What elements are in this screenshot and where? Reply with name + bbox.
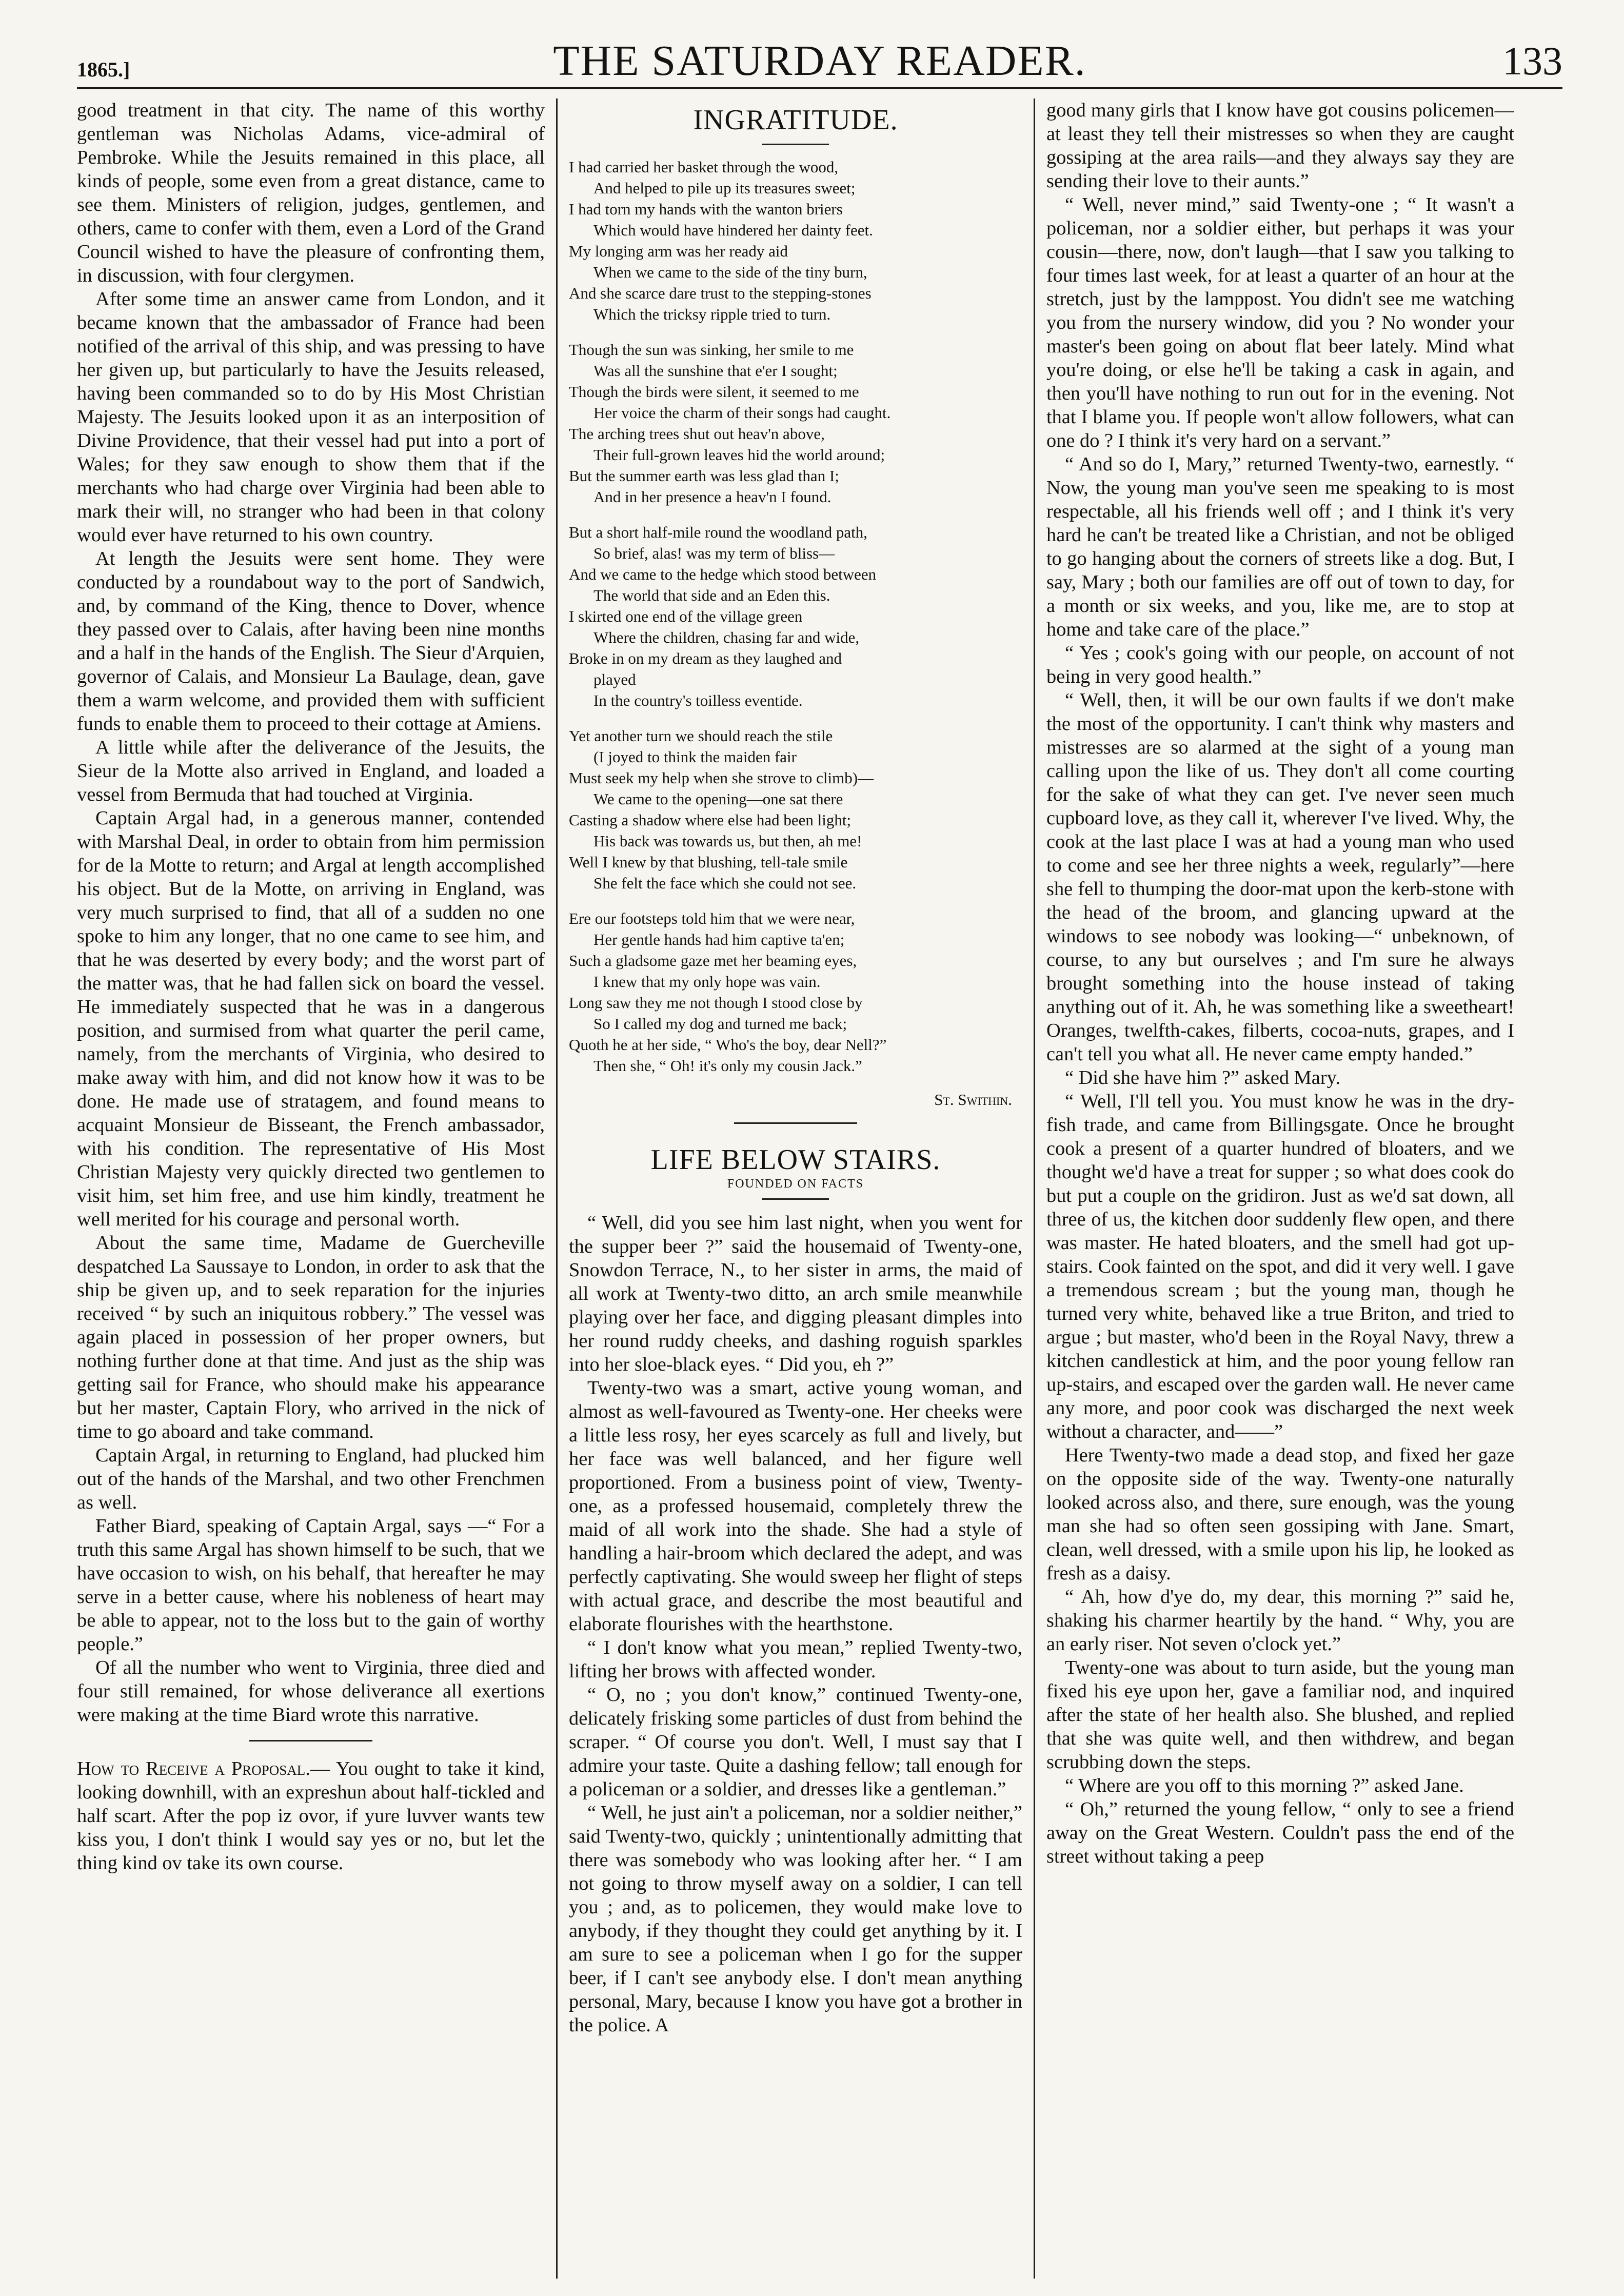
article-body — [569, 1211, 1022, 2037]
poem-line: Casting a shadow where else had been light; — [569, 811, 851, 829]
issue-date: 1865.] — [77, 58, 130, 81]
article-title: LIFE BELOW STAIRS. — [650, 1144, 941, 1176]
poem-line: When we came to the side of the tiny burn, — [593, 263, 867, 281]
paragraph: About the same time, Madame de Guercheville despatched La Saussaye to London, in order to ask that the ship be given up, and to seek reparation for the injuries received “ by such an iniquitous robbery.” The vessel was again placed in possession of her proper owners, but nothing further done at that time. And just as the ship was getting sail for France, who should make his appearance but her master, Captain Flory, who arrived in the nick of time to go aboard and take command. — [77, 1232, 545, 1442]
poem-line: In the country's toilless eventide. — [593, 691, 803, 709]
poem-line: So I called my dog and turned me back; — [593, 1015, 847, 1033]
paragraph: Of all the number who went to Virginia, three died and four still remained, for whose deliverance all exertions were making at the time Biard wrote this narrative. — [77, 1657, 545, 1726]
poem-stanza — [569, 522, 1022, 711]
poem-stanza — [569, 339, 1022, 507]
paragraph: “ Well, then, it will be our own faults if we don't make the most of the opportunity. I can't think why masters and mistresses are so alarmed at the sight of a young man calling upon the like of us. They don't all come courting for the sake of what they can get. I've never seen much cupboard love, as they call it, wherever I've lived. Why, the cook at the last place I was at had a young man who used to come and see her three nights a week, regularly”—here she fell to thumping the door-mat upon the kerb-stone with the head of the broom, and glancing upward at the windows to see nobody was looking—“ unbeknown, of course, to any but ourselves ; and I'm sure he always brought something into the house instead of taking anything out of it. Ah, he was something like a sweetheart! Oranges, twelfth-cakes, filberts, cocoa-nuts, grapes, and I can't tell you what all. He never came empty handed.” — [1046, 689, 1514, 1065]
page-header — [77, 31, 1562, 89]
poem-line: Must seek my help when she strove to climb)— — [569, 769, 874, 787]
poem-line: Ere our footsteps told him that we were near, — [569, 909, 855, 927]
poem-stanza — [569, 908, 1022, 1076]
poem-line: I skirted one end of the village green — [569, 607, 803, 625]
poem-line: Then she, “ Oh! it's only my cousin Jack.” — [593, 1057, 862, 1075]
poem-line: Which the tricksy ripple tried to turn. — [593, 305, 831, 323]
poem-line: I knew that my only hope was vain. — [593, 973, 821, 991]
paragraph: “ Oh,” returned the young fellow, “ only to see a friend away on the Great Western. Couldn't pass the end of the street without taking a peep — [1046, 1798, 1514, 1867]
paragraph: A little while after the deliverance of the Jesuits, the Sieur de la Motte also arrived in England, and loaded a vessel from Bermuda that had touched at Virginia. — [77, 737, 545, 805]
poem-line: Where the children, chasing far and wide, — [593, 628, 860, 646]
proposal-paragraph — [77, 1757, 545, 1875]
paragraph: Father Biard, speaking of Captain Argal, says —“ For a truth this same Argal has shown himself to be such, that we have occasion to wish, on his behalf, that hereafter he may serve in a better cause, where his nobleness of heart may be able to appear, not to the loss but to the gain of worthy people.” — [77, 1515, 545, 1655]
paragraph: “ Where are you off to this morning ?” asked Jane. — [1065, 1775, 1464, 1796]
paragraph: “ Well, I'll tell you. You must know he was in the dry-fish trade, and came from Billingsgate. Once he brought cook a present of a quarter hundred of bloaters, and we thought we'd have a treat for supper ; so what does cook do but put a couple on the gridiron. Just as we'd sat down, all three of us, the kitchen door suddenly flew open, and there was master. He hated bloaters, and the smell had got up-stairs. Cook fainted on the spot, and did it very well. I gave a tremendous scream ; but the young man, though he turned very white, behaved like a true Briton, and tried to argue ; but master, who'd been in the Royal Navy, threw a kitchen candlestick at him, and the poor young fellow ran up-stairs, and escaped over the garden wall. He never came any more, and poor cook was discharged the next week without a character, and——” — [1046, 1091, 1514, 1442]
jesuits-narrative — [77, 98, 545, 1727]
proposal-item — [77, 1757, 545, 1875]
poem-line: (I joyed to think the maiden fair — [593, 748, 797, 766]
paragraph: “ Yes ; cook's going with our people, on account of not being in very good health.” — [1046, 642, 1514, 687]
poem-line: And in her presence a heav'n I found. — [593, 488, 831, 506]
masthead-title: THE SATURDAY READER. — [553, 37, 1086, 85]
title-rule — [762, 144, 829, 145]
paragraph: good treatment in that city. The name of this worthy gentleman was Nicholas Adams, vice-admiral of Pembroke. While the Jesuits remained in this place, all kinds of people, some even from a great distance, came to see them. Ministers of religion, judges, gentlemen, and others, came to confer with them, even a Lord of the Grand Council wished to have the pleasure of confronting them, in discussion, with four clergymen. — [77, 100, 545, 286]
column-3 — [1035, 98, 1514, 2279]
paragraph: After some time an answer came from London, and it became known that the ambassador of France had been notified of the arrival of this ship, and was pressing to have her given up, but particularly to have the Jesuits released, having been commanded so to do by His Most Christian Majesty. The Jesuits looked upon it as an interposition of Divine Providence, that their vessel had put into a port of Wales; for they saw enough to show them that if the merchants who had charge over Virginia had been able to mark their will, no stranger who had been in that colony would ever have returned to his own country. — [77, 288, 545, 546]
poem-line: Yet another turn we should reach the stile — [569, 727, 833, 745]
poem-line: Which would have hindered her dainty feet. — [593, 221, 873, 239]
page-number: 133 — [1502, 38, 1562, 83]
poem-line: Their full-grown leaves hid the world around; — [593, 446, 885, 464]
paragraph: Here Twenty-two made a dead stop, and fixed her gaze on the opposite side of the way. Twenty-one naturally looked across also, and there, sure enough, was the young man she had so often seen gossiping with Jane. Smart, clean, well dressed, with a smile upon his lip, he looked as fresh as a daisy. — [1046, 1444, 1514, 1584]
article-continuation — [1046, 98, 1514, 1868]
poem-line: The arching trees shut out heav'n above, — [569, 425, 825, 443]
poem-line: The world that side and an Eden this. — [593, 586, 830, 604]
poem-line: Though the birds were silent, it seemed to me — [569, 383, 859, 401]
poem-line: Her voice the charm of their songs had caught. — [593, 404, 891, 422]
poem-line: Was all the sunshine that e'er I sought; — [593, 362, 838, 380]
paragraph: “ Well, never mind,” said Twenty-one ; “ It wasn't a policeman, nor a soldier either, but perhaps it was your cousin—there, now, don't laugh—that I saw you talking to four times last week, for at least a quarter of an hour at the stretch, just by the lamppost. You didn't see me watching you from the nursery window, did you ? No wonder your master's been going on about flat beer lately. Mind what you're doing, or else he'll be taking a cask in again, and then you'll have nothing to run out for in the evening. Not that I blame you. If people won't allow followers, what can one do ? I think it's very hard on a servant.” — [1046, 194, 1514, 451]
poem-stanza — [569, 725, 1022, 894]
paragraph: Twenty-one was about to turn aside, but the young man fixed his eye upon her, gave a familiar nod, and inquired after the state of her health also. She blushed, and replied that she was quite well, and then withdrew, and began scrubbing down the steps. — [1046, 1657, 1514, 1773]
poem-line: Long saw they me not though I stood close by — [569, 994, 863, 1012]
paragraph: “ Did she have him ?” asked Mary. — [1065, 1067, 1340, 1088]
paragraph: “ And so do I, Mary,” returned Twenty-two, earnestly. “ Now, the young man you've seen me speaking to is most respectable, all his friends well off ; and I think it's very hard he can't be treated like a Christian, and not be obliged to go hanging about the corners of streets like a dog. But, I say, Mary ; both our families are off out of town to day, for a month or six weeks, and you, like me, are to stop at home and take care of the place.” — [1046, 453, 1514, 640]
poem-signature: St. Swithin. — [934, 1091, 1012, 1109]
poem-line: We came to the opening—one sat there — [593, 790, 843, 808]
poem-line: Quoth he at her side, “ Who's the boy, dear Nell?” — [569, 1036, 887, 1054]
poem-title: INGRATITUDE. — [693, 104, 898, 136]
poem-line: But the summer earth was less glad than I; — [569, 467, 839, 485]
poem-line: played — [593, 670, 636, 688]
poem-line: I had torn my hands with the wanton briers — [569, 200, 843, 218]
paragraph: “ Ah, how d'ye do, my dear, this morning ?” said he, shaking his charmer heartily by the hand. “ Why, you are an early riser. Not seven o'clock yet.” — [1046, 1586, 1514, 1655]
title-rule — [762, 1198, 829, 1200]
poem-line: Broke in on my dream as they laughed and — [569, 649, 842, 667]
poem-line: I had carried her basket through the wood, — [569, 158, 839, 176]
divider-rule — [249, 1740, 372, 1741]
poem-line: Well I knew by that blushing, tell-tale smile — [569, 853, 848, 871]
poem-line: Such a gladsome gaze met her beaming eyes, — [569, 952, 857, 969]
poem-line: Her gentle hands had him captive ta'en; — [593, 931, 845, 948]
paragraph: good many girls that I know have got cousins policemen—at least they tell their mistresses so when they are caught gossiping at the area rails—and they always say they are sending their love to their aunts.” — [1046, 100, 1514, 192]
divider-rule — [734, 1122, 857, 1124]
column-2 — [556, 98, 1035, 2279]
paragraph: At length the Jesuits were sent home. They were conducted by a roundabout way to the port of Sandwich, and, by command of the King, thence to Dover, whence they passed over to Calais, after having been nine months and a half in the hands of the English. The Sieur d'Arquien, governor of Calais, and Monsieur La Baulage, dean, gave them a warm welcome, and provided them with sufficient funds to enable them to proceed to their cottage at Amiens. — [77, 548, 545, 735]
poem-line: His back was towards us, but then, ah me! — [593, 832, 862, 850]
paragraph: Twenty-two was a smart, active young woman, and almost as well-favoured as Twenty-one. Her cheeks were a little less rosy, her eyes scarcely as full and lively, but her face was well balanced, and her figure well proportioned. From a business point of view, Twenty-one, as a professed housemaid, completely threw the maid of all work into the shade. She had a style of handling a hair-broom which declared the adept, and was perfectly captivating. She would sweep her flight of steps with actual grace, and describe the most beautiful and elaborate flourishes with the hearthstone. — [569, 1377, 1022, 1635]
paragraph: “ Well, did you see him last night, when you went for the supper beer ?” said the housemaid of Twenty-one, Snowdon Terrace, N., to her sister in arms, the maid of all work at Twenty-two ditto, an arch smile meanwhile playing over her face, and digging pleasant dimples into her round ruddy cheeks, and dashing roguish sparkles into her sloe-black eyes. “ Did you, eh ?” — [569, 1212, 1022, 1375]
poem-line: Though the sun was sinking, her smile to me — [569, 341, 854, 359]
paragraph: Captain Argal, in returning to England, had plucked him out of the hands of the Marshal, and two other Frenchmen as well. — [77, 1444, 545, 1513]
paragraph: Captain Argal had, in a generous manner, contended with Marshal Deal, in order to obtain from him permission for de la Motte to return; and Argal at length accomplished his object. But de la Motte, on arriving in England, was very much surprised to find, that all of a sudden no one spoke to him any longer, that no one came to see him, and that he was deserted by every body; and the worst part of the matter was, that he had fallen sick on board the vessel. He immediately suspected that he was in a dangerous position, and surmised from what quarter the peril came, namely, from the merchants of Virginia, who desired to make away with him, and did not know how it was to be done. He made use of stratagem, and found means to acquaint Monsieur de Bisseant, the French ambassador, with his condition. The representative of His Most Christian Majesty very quickly directed two gentlemen to visit him, set him free, and use him kindly, treatment he well merited for his courage and personal worth. — [77, 807, 545, 1230]
poem-stanza — [569, 156, 1022, 325]
proposal-heading: How to Receive a Proposal. — [77, 1758, 310, 1779]
poem-line: So brief, alas! was my term of bliss— — [593, 544, 835, 562]
poem-line: She felt the face which she could not see. — [593, 874, 857, 892]
column-1 — [77, 98, 556, 2279]
poem-line: And helped to pile up its treasures sweet; — [593, 179, 856, 197]
poem-line: And she scarce dare trust to the stepping-stones — [569, 284, 872, 302]
poem-line: My longing arm was her ready aid — [569, 242, 788, 260]
columns — [77, 98, 1562, 2279]
poem-line: And we came to the hedge which stood between — [569, 565, 877, 583]
proposal-text: — You ought to take it kind, looking downhill, with an expreshun about half-tickled and half scart. After the pop iz ovor, if yure luvver wants tew kiss you, I don't think I would say yes or no, but let the thing kind ov take its own course. — [77, 1758, 545, 1874]
paragraph: “ O, no ; you don't know,” continued Twenty-one, delicately frisking some particles of dust from behind the scraper. “ Of course you don't. Well, I must say that I admire your taste. Quite a dashing fellow; tall enough for a policeman or a soldier, and dresses like a gentleman.” — [569, 1684, 1022, 1800]
article-subtitle: FOUNDED ON FACTS — [727, 1177, 864, 1191]
poem-body — [569, 156, 1022, 1076]
paragraph: “ I don't know what you mean,” replied Twenty-two, lifting her brows with affected wonder. — [569, 1637, 1022, 1682]
paragraph: “ Well, he just ain't a policeman, nor a soldier neither,” said Twenty-two, quickly ; unintentionally admitting that there was somebody who was looking after her. “ I am not going to throw myself away on a soldier, I can tell you ; and, as to policemen, they would make love to anybody, if they thought they could get anything by it. I am sure to see a policeman when I go for the supper beer, if I can't see anybody else. I don't mean anything personal, Mary, because I know you have got a brother in the police. A — [569, 1802, 1022, 2036]
poem-line: But a short half-mile round the woodland path, — [569, 523, 867, 541]
